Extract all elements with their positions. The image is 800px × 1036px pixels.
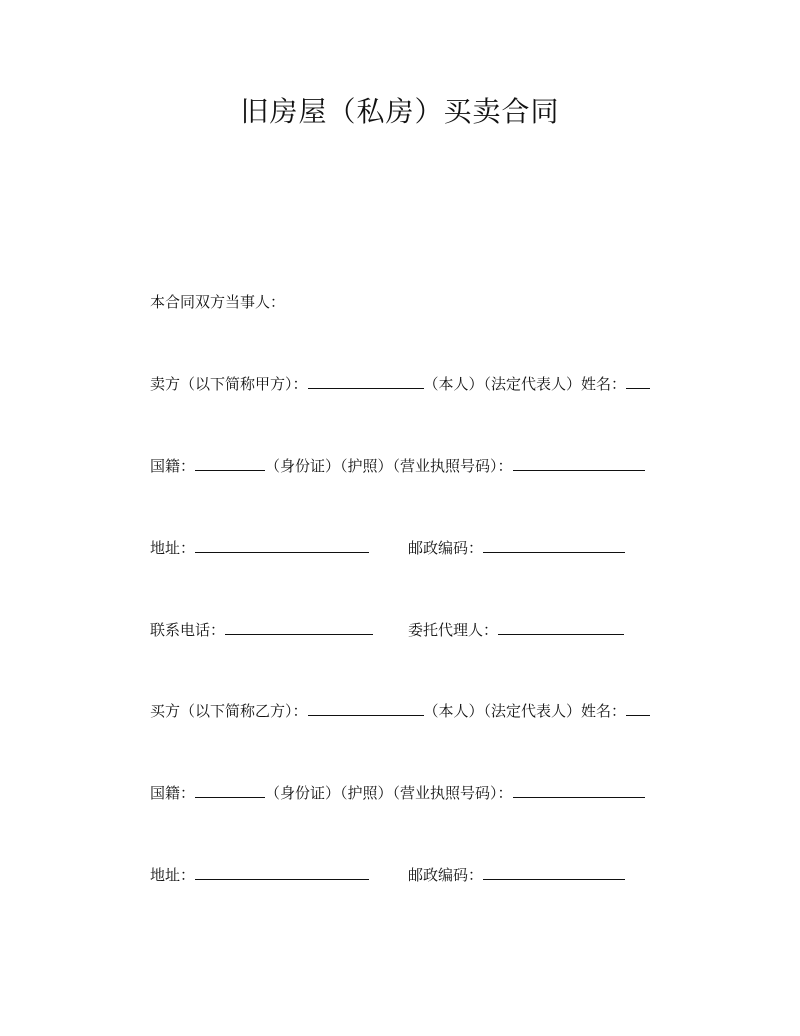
- buyer-id-types: （身份证）（护照）（营业执照号码）：: [265, 784, 513, 802]
- seller-address-label: 地址：: [150, 539, 196, 557]
- buyer-postcode-row: [408, 864, 625, 886]
- seller-phone-label: 联系电话：: [150, 621, 226, 639]
- seller-postcode-row: [408, 537, 625, 559]
- document-title: 旧房屋（私房）买卖合同: [240, 95, 560, 128]
- buyer-row: [150, 700, 650, 722]
- seller-nationality-row: [150, 455, 645, 477]
- buyer-id-number-field[interactable]: [513, 782, 645, 798]
- buyer-address-label: 地址：: [150, 866, 196, 884]
- buyer-postcode-label: 邮政编码：: [408, 866, 484, 884]
- buyer-postcode-field[interactable]: [483, 864, 625, 880]
- seller-postcode-field[interactable]: [483, 537, 625, 553]
- seller-address-row: [150, 537, 369, 559]
- seller-postcode-label: 邮政编码：: [408, 539, 484, 557]
- seller-phone-row: [150, 619, 373, 641]
- seller-agent-label: 委托代理人：: [408, 621, 499, 639]
- seller-address-field[interactable]: [195, 537, 369, 553]
- seller-nationality-field[interactable]: [195, 455, 265, 471]
- buyer-nationality-field[interactable]: [195, 782, 265, 798]
- buyer-name-field[interactable]: [626, 700, 650, 716]
- buyer-address-row: [150, 864, 369, 886]
- seller-id-types: （身份证）（护照）（营业执照号码）：: [265, 457, 513, 475]
- seller-name-field[interactable]: [626, 373, 650, 389]
- intro-text: 本合同双方当事人：: [150, 293, 286, 311]
- seller-person-type: （本人）（法定代表人）姓名：: [423, 375, 627, 393]
- seller-agent-field[interactable]: [498, 619, 624, 635]
- buyer-party-field[interactable]: [308, 700, 424, 716]
- buyer-party-label: 买方（以下简称乙方）：: [150, 702, 308, 720]
- seller-phone-field[interactable]: [225, 619, 373, 635]
- buyer-address-field[interactable]: [195, 864, 369, 880]
- buyer-person-type: （本人）（法定代表人）姓名：: [423, 702, 627, 720]
- seller-party-field[interactable]: [308, 373, 424, 389]
- seller-agent-row: [408, 619, 624, 641]
- buyer-nationality-label: 国籍：: [150, 784, 196, 802]
- seller-nationality-label: 国籍：: [150, 457, 196, 475]
- buyer-nationality-row: [150, 782, 645, 804]
- seller-row: [150, 373, 650, 395]
- seller-id-number-field[interactable]: [513, 455, 645, 471]
- seller-party-label: 卖方（以下简称甲方）：: [150, 375, 308, 393]
